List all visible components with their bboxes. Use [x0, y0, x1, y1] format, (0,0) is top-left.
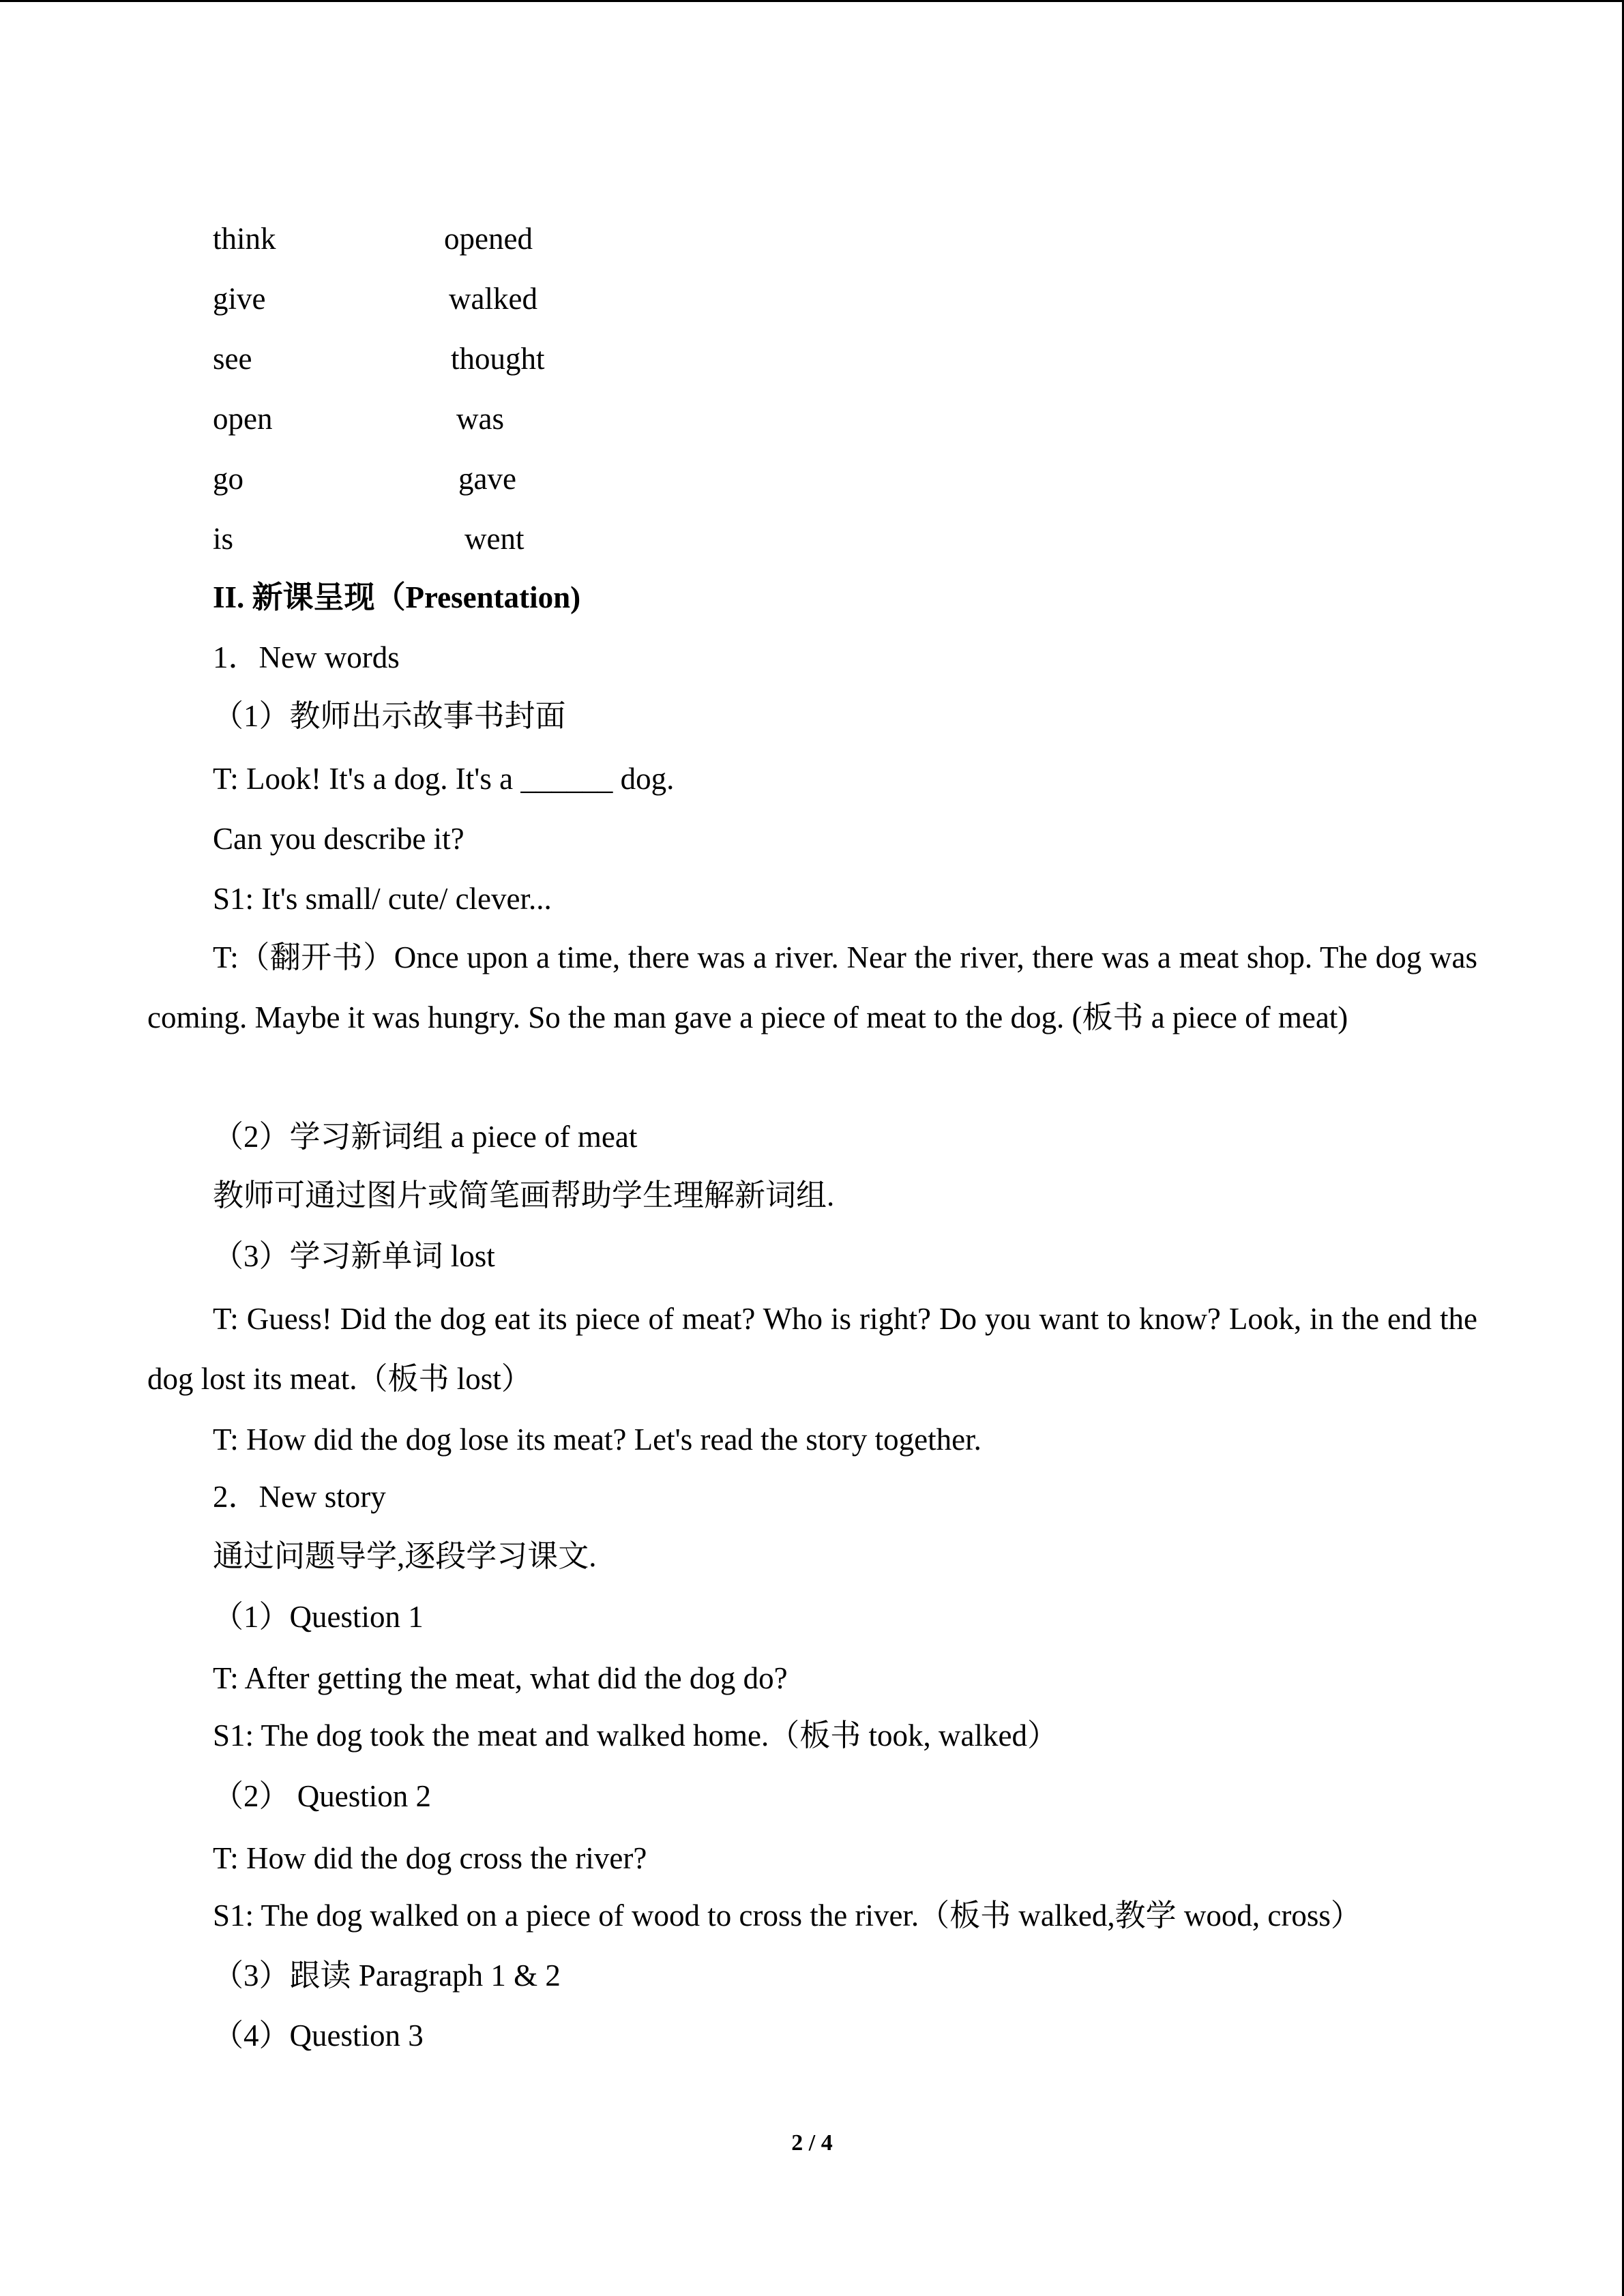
item-read-along: （3）跟读 Paragraph 1 & 2: [213, 1958, 561, 1993]
item-cover: （1）教师出示故事书封面: [213, 699, 566, 733]
verb-base-2: give: [213, 282, 266, 316]
question-1: （1）Question 1: [213, 1600, 424, 1634]
verb-base-5: go: [213, 462, 243, 496]
teacher-line-1b: Can you describe it?: [213, 822, 464, 856]
subheading-new-story: 2．New story: [213, 1480, 386, 1514]
question-1-student: S1: The dog took the meat and walked home.（板书 took, walked）: [213, 1718, 1058, 1753]
question-2-teacher: T: How did the dog cross the river?: [213, 1841, 647, 1875]
verb-past-2: walked: [449, 282, 537, 316]
paragraph-story-intro: T:（翻开书）Once upon a time, there was a river. Near the river, there was a meat shop. The dog was coming. Maybe it was hungry. So the man gave a piece of meat to the dog. (板书 a piece of meat): [147, 940, 1477, 1034]
verb-past-5: gave: [458, 462, 516, 496]
verb-base-6: is: [213, 522, 234, 556]
page-number: 2 / 4: [791, 2130, 833, 2156]
item-new-phrase: （2）学习新词组 a piece of meat: [213, 1120, 638, 1154]
item-new-word: （3）学习新单词 lost: [213, 1239, 495, 1273]
question-1-teacher: T: After getting the meat, what did the dog do?: [213, 1661, 788, 1695]
subheading-new-words: 1．New words: [213, 640, 400, 674]
verb-past-4: was: [456, 402, 504, 436]
note-questions: 通过问题导学,逐段学习课文.: [213, 1539, 597, 1573]
teacher-line-2: T: How did the dog lose its meat? Let's read the story together.: [213, 1422, 981, 1457]
verb-base-3: see: [213, 342, 252, 376]
question-2: （2） Question 2: [213, 1779, 431, 1813]
note-phrase: 教师可通过图片或简笔画帮助学生理解新词组.: [213, 1178, 835, 1212]
question-3: （4）Question 3: [213, 2018, 424, 2053]
verb-base-1: think: [213, 222, 276, 256]
section-heading: II. 新课呈现（Presentation): [213, 580, 581, 614]
verb-past-1: opened: [444, 222, 533, 256]
verb-past-3: thought: [451, 342, 545, 376]
teacher-line-1: T: Look! It's a dog. It's a ______ dog.: [213, 762, 675, 796]
student-line-1: S1: It's small/ cute/ clever...: [213, 882, 552, 916]
question-2-student: S1: The dog walked on a piece of wood to cross the river.（板书 walked,教学 wood, cross）: [213, 1898, 1361, 1933]
verb-base-4: open: [213, 402, 273, 436]
verb-past-6: went: [464, 522, 525, 556]
paragraph-guess: T: Guess! Did the dog eat its piece of meat? Who is right? Do you want to know? Look, in the end the dog lost its meat.（板书 lost）: [147, 1302, 1477, 1396]
